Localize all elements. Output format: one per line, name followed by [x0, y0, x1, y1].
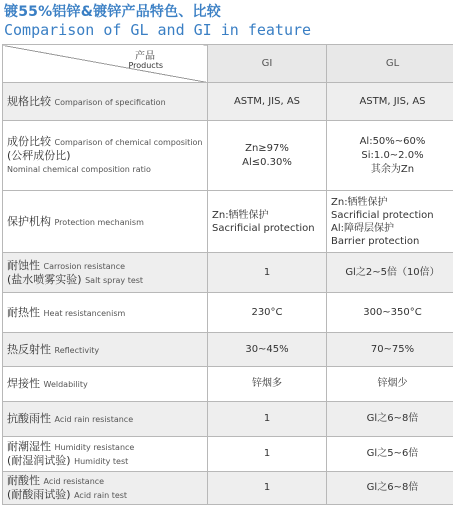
cell-gl — [327, 402, 453, 437]
cell-gi — [208, 121, 327, 191]
row-label-line — [7, 306, 207, 320]
table-row — [3, 121, 453, 191]
cell-gi-line: 30~45% — [208, 343, 326, 357]
row-label-en: Acid resistance — [44, 477, 105, 486]
table-row — [3, 437, 453, 472]
page-title-en: Comparison of GL and GI in feature — [4, 21, 311, 39]
row-label-line — [7, 95, 207, 109]
cell-gi — [208, 253, 327, 293]
cell-gl — [327, 121, 453, 191]
row-label-line — [7, 259, 207, 273]
cell-gl-line: Barrier protection — [331, 235, 453, 248]
cell-gi-line: 1 — [208, 447, 326, 461]
cell-gi-line: ASTM, JIS, AS — [208, 95, 326, 109]
cell-gl — [327, 293, 453, 333]
row-label-cell — [3, 121, 208, 191]
row-label-cn: 耐潮湿性 — [7, 440, 51, 453]
row-label-en2: Salt spray test — [85, 276, 143, 285]
cell-gi-line: 1 — [208, 481, 326, 495]
row-label-cn: 耐热性 — [7, 306, 40, 319]
row-label-cn: 成份比较 — [7, 135, 51, 148]
cell-gl-line: Zn:牺牲保护 — [331, 196, 453, 209]
row-label-cn2: (公秤成份比) — [7, 149, 71, 162]
cell-gl — [327, 437, 453, 472]
cell-gl-line: Al:障碍层保护 — [331, 222, 453, 235]
cell-gl-line: Sacrificial protection — [331, 209, 453, 222]
row-label-en: Acid rain resistance — [55, 415, 134, 424]
table-header-row — [3, 45, 453, 83]
table-row — [3, 472, 453, 505]
cell-gl-line: ASTM, JIS, AS — [327, 95, 453, 109]
row-label-cn: 焊接性 — [7, 377, 40, 390]
cell-gl-line: 300~350°C — [327, 306, 453, 320]
row-label-line — [7, 440, 207, 454]
row-label-line — [7, 215, 207, 229]
header-products-cn: 产品 — [135, 47, 155, 62]
row-label-line — [7, 162, 207, 176]
table-row — [3, 83, 453, 121]
cell-gl — [327, 472, 453, 505]
cell-gi-line: 锌烟多 — [208, 377, 326, 391]
cell-gi — [208, 437, 327, 472]
table-row — [3, 191, 453, 253]
row-label-line — [7, 377, 207, 391]
cell-gl — [327, 253, 453, 293]
cell-gi — [208, 402, 327, 437]
cell-gi — [208, 293, 327, 333]
row-label-cn: 热反射性 — [7, 343, 51, 356]
row-label-en: Reflectivity — [55, 346, 100, 355]
row-label-line — [7, 343, 207, 357]
row-label-en: Heat resistancenism — [44, 309, 126, 318]
row-label-cn: 耐酸性 — [7, 474, 40, 487]
cell-gl-line: 锌烟少 — [327, 377, 453, 391]
row-label-line — [7, 474, 207, 488]
header-products-cell — [3, 45, 208, 83]
cell-gi — [208, 472, 327, 505]
cell-gl-line: Gl之2~5倍（10倍） — [327, 266, 453, 280]
row-label-en: Carrosion resistance — [44, 262, 126, 271]
row-label-en: Comparison of specification — [55, 98, 166, 107]
row-label-en: Weldability — [44, 380, 88, 389]
row-label-line — [7, 412, 207, 426]
row-label-en: Humidity resistance — [55, 443, 135, 452]
row-label-line — [7, 273, 207, 287]
cell-gi-line: 1 — [208, 412, 326, 426]
row-label-en2: Nominal chemical composition ratio — [7, 165, 151, 174]
row-label-line — [7, 149, 207, 162]
row-label-line — [7, 488, 207, 502]
comparison-table — [2, 44, 453, 505]
row-label-cell — [3, 191, 208, 253]
row-label-cn: 保护机构 — [7, 215, 51, 228]
row-label-cell — [3, 472, 208, 505]
cell-gi-line: 230°C — [208, 306, 326, 320]
cell-gi-line: Sacrificial protection — [212, 222, 326, 235]
header-gl: GL — [327, 45, 453, 83]
row-label-cell — [3, 367, 208, 402]
cell-gi — [208, 333, 327, 367]
cell-gl-line: Al:50%~60% — [327, 135, 453, 149]
row-label-cn2: (耐湿润试验) — [7, 454, 71, 467]
row-label-en: Comparison of chemical composition — [55, 138, 203, 147]
row-label-cell — [3, 253, 208, 293]
cell-gi-line: 1 — [208, 266, 326, 280]
cell-gl — [327, 83, 453, 121]
row-label-cell — [3, 293, 208, 333]
row-label-cn: 耐蚀性 — [7, 259, 40, 272]
row-label-cell — [3, 333, 208, 367]
row-label-cell — [3, 437, 208, 472]
row-label-cell — [3, 83, 208, 121]
cell-gl-line: Gl之6~8倍 — [327, 481, 453, 495]
cell-gl-line: Gl之5~6倍 — [327, 447, 453, 461]
cell-gl — [327, 333, 453, 367]
row-label-cell — [3, 402, 208, 437]
table-row — [3, 367, 453, 402]
cell-gi — [208, 191, 327, 253]
table-row — [3, 402, 453, 437]
cell-gl — [327, 191, 453, 253]
header-products-en: Products — [128, 61, 163, 70]
table-row — [3, 253, 453, 293]
cell-gl — [327, 367, 453, 402]
table-body — [3, 83, 453, 505]
row-label-cn2: (盐水喷雾实验) — [7, 273, 82, 286]
cell-gl-line: Si:1.0~2.0% — [327, 149, 453, 163]
row-label-line — [7, 454, 207, 468]
cell-gi-line: Zn:牺牲保护 — [212, 209, 326, 222]
row-label-en2: Humidity test — [74, 457, 128, 466]
cell-gl-line: 其余为Zn — [327, 163, 453, 177]
row-label-en2: Acid rain test — [74, 491, 127, 500]
row-label-line — [7, 135, 207, 149]
cell-gi-line: Al≤0.30% — [208, 156, 326, 170]
cell-gi — [208, 367, 327, 402]
cell-gi — [208, 83, 327, 121]
header-gi: GI — [208, 45, 327, 83]
row-label-cn: 规格比较 — [7, 95, 51, 108]
row-label-cn: 抗酸雨性 — [7, 412, 51, 425]
table-row — [3, 333, 453, 367]
cell-gl-line: Gl之6~8倍 — [327, 412, 453, 426]
cell-gl-line: 70~75% — [327, 343, 453, 357]
row-label-en: Protection mechanism — [55, 218, 144, 227]
table-row — [3, 293, 453, 333]
page-title-cn: 镀55%铝锌&镀锌产品特色、比较 — [4, 1, 221, 21]
row-label-cn2: (耐酸雨试验) — [7, 488, 71, 501]
cell-gi-line: Zn≥97% — [208, 142, 326, 156]
